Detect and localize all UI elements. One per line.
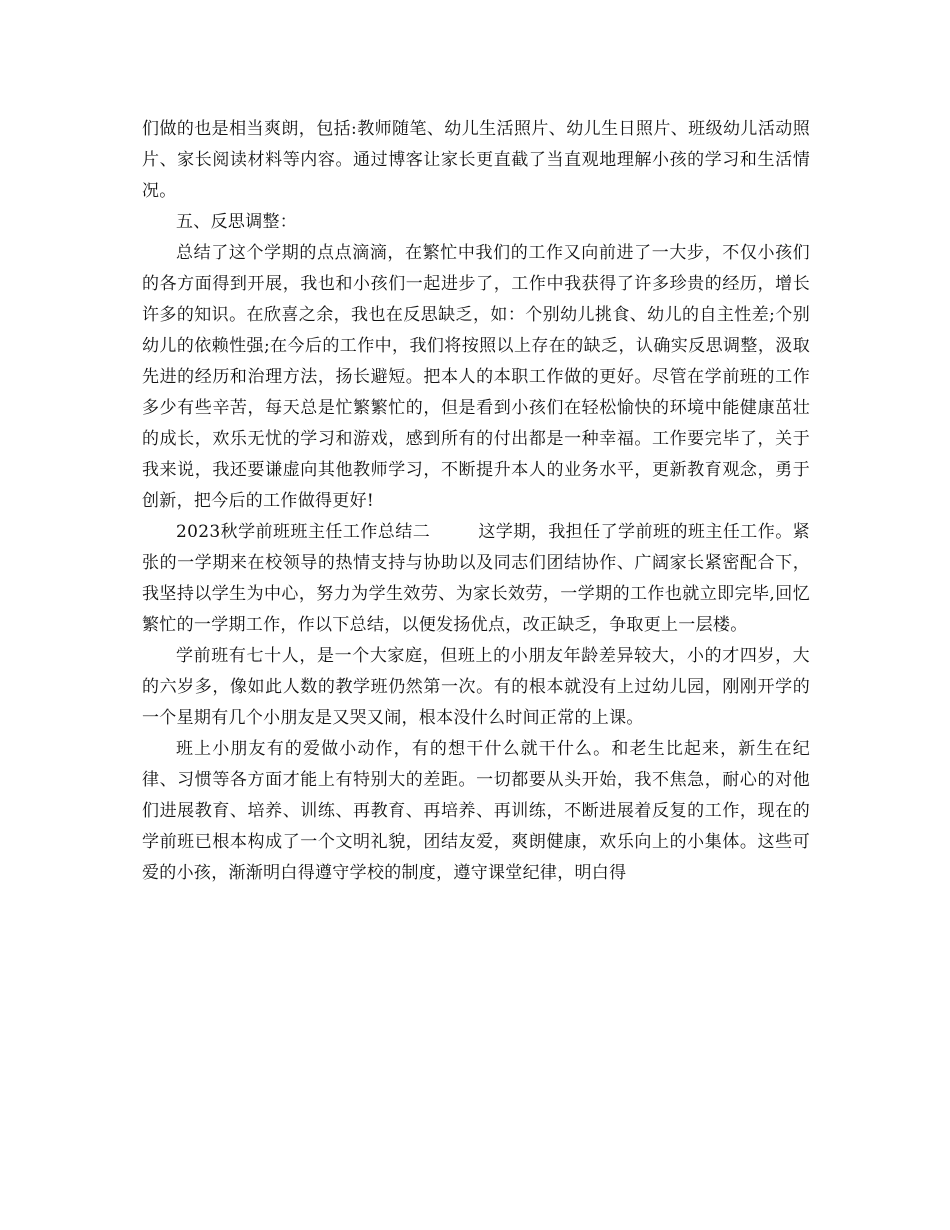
paragraph-summary-two xyxy=(142,517,810,641)
paragraph-blog-content: 们做的也是相当爽朗，包括:教师随笔、幼儿生活照片、幼儿生日照片、班级幼儿活动照片、家长阅读材料等内容。通过博客让家长更直截了当直观地理解小孩的学习和生活情况。 xyxy=(142,119,810,201)
paragraph-reflection: 总结了这个学期的点点滴滴，在繁忙中我们的工作又向前进了一大步，不仅小孩们的各方面得到开展，我也和小孩们一起进步了，工作中我获得了许多珍贵的经历，增长许多的知识。在欣喜之余，我也在反思缺乏，如：个别幼儿挑食、幼儿的自主性差;个别幼儿的依赖性强;在今后的工作中，我们将按照以上存在的缺乏，认确实反思调整，汲取先进的经历和治理方法，扬长避短。把本人的本职工作做的更好。尽管在学前班的工作多少有些辛苦，每天总是忙繁繁忙的，但是看到小孩们在轻松愉快的环境中能健康茁壮的成长，欢乐无忧的学习和游戏，感到所有的付出都是一种幸福。工作要完毕了，关于我来说，我还要谦虚向其他教师学习，不断提升本人的业务水平，更新教育观念，勇于创新，把今后的工作做得更好! xyxy=(142,243,810,511)
paragraph-class-size: 学前班有七十人，是一个大家庭，但班上的小朋友年龄差异较大，小的才四岁，大的六岁多，像如此人数的教学班仍然第一次。有的根本就没有上过幼儿园，刚刚开学的一个星期有几个小朋友是又哭又闹，根本没什么时间正常的上课。 xyxy=(142,646,810,728)
paragraph-class-discipline: 班上小朋友有的爱做小动作，有的想干什么就干什么。和老生比起来，新生在纪律、习惯等各方面才能上有特别大的差距。一切都要从头开始，我不焦急，耐心的对他们进展教育、培养、训练、再教育、再培养、再训练，不断进展着反复的工作，现在的学前班已根本构成了一个文明礼貌，团结友爱，爽朗健康，欢乐向上的小集体。这些可爱的小孩，渐渐明白得遵守学校的制度，遵守课堂纪律，明白得 xyxy=(142,739,810,883)
section-heading-reflection: 五、反思调整： xyxy=(176,212,298,232)
summary-two-intro: 这学期，我担任了学前班的班主任工作。紧张的一学期来在校领导的热情支持与协助以及同志们团结协作、广阔家长紧密配合下，我坚持以学生为中心，努力为学生效劳、为家长效劳，一学期的工作也就立即完毕,回忆繁忙的一学期工作，作以下总结，以便发扬优点，改正缺乏，争取更上一层楼。 xyxy=(142,522,810,635)
document-body xyxy=(142,114,810,889)
summary-two-title: 2023秋学前班班主任工作总结二 xyxy=(176,522,431,542)
